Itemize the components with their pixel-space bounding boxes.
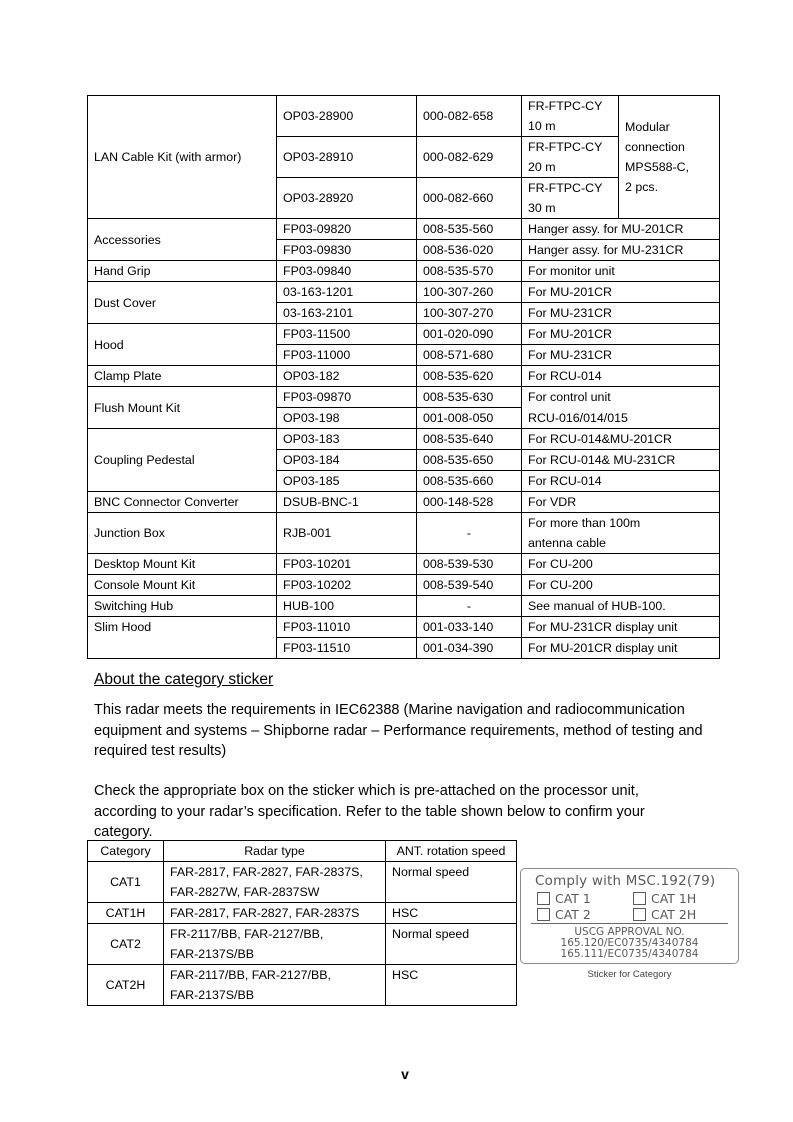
cable-name: FR-FTPC-CY	[528, 99, 603, 113]
remarks-cell: For RCU-014	[522, 471, 720, 492]
column-header: ANT. rotation speed	[386, 841, 517, 862]
radar-type-cell	[164, 924, 386, 965]
sticker-title: Comply with MSC.192(79)	[535, 873, 716, 889]
approval-number: 165.120/EC0735/4340784	[560, 937, 699, 949]
sticker-divider	[531, 923, 728, 924]
item-name-cell: Accessories	[88, 219, 277, 261]
code-cell: 100-307-260	[417, 282, 522, 303]
code-cell: 008-535-560	[417, 219, 522, 240]
remarks-cell: See manual of HUB-100.	[522, 596, 720, 617]
table-row	[88, 492, 720, 513]
radar-type-line: FAR-2137S/BB	[170, 947, 255, 961]
remarks-cell: For RCU-014& MU-231CR	[522, 450, 720, 471]
type-cell: 03-163-2101	[277, 303, 417, 324]
radar-type-line: FR-2117/BB, FAR-2127/BB,	[170, 927, 324, 941]
item-name-cell: LAN Cable Kit (with armor)	[88, 96, 277, 219]
remarks-cell: For RCU-014&MU-201CR	[522, 429, 720, 450]
optional-parts-table	[87, 95, 720, 659]
checkbox-label: CAT 1H	[651, 891, 697, 906]
type-cell: OP03-28900	[277, 96, 417, 137]
code-cell: 000-082-629	[417, 137, 522, 178]
instruction-paragraph: Check the appropriate box on the sticker which is pre-attached on the processor unit, according to your radar’s specification. Refer to the table shown below to confirm your category.	[94, 783, 645, 840]
code-cell: 008-539-540	[417, 575, 522, 596]
remarks-cell: For MU-201CR display unit	[522, 638, 720, 659]
table-row	[88, 366, 720, 387]
table-row	[88, 965, 517, 1006]
note-line: MPS588-C,	[625, 160, 690, 174]
code-cell: 008-535-660	[417, 471, 522, 492]
radar-type-line: FAR-2137S/BB	[170, 988, 255, 1002]
code-cell: 008-535-630	[417, 387, 522, 408]
remarks-cell: For MU-201CR	[522, 282, 720, 303]
checkbox-label: CAT 1	[555, 891, 591, 906]
speed-cell: Normal speed	[386, 862, 517, 903]
item-name-cell: Desktop Mount Kit	[88, 554, 277, 575]
category-cell: CAT1H	[88, 903, 164, 924]
table-header-row	[88, 841, 517, 862]
cat1-checkbox	[537, 891, 591, 906]
code-cell: 008-539-530	[417, 554, 522, 575]
remarks-cell: For control unit	[522, 387, 720, 408]
page-number: v	[401, 1066, 409, 1082]
type-cell: FP03-09870	[277, 387, 417, 408]
radar-type-cell	[164, 862, 386, 903]
radar-type-cell: FAR-2817, FAR-2827, FAR-2837S	[164, 903, 386, 924]
type-cell: OP03-182	[277, 366, 417, 387]
table-row	[88, 924, 517, 965]
type-cell: FP03-11010	[277, 617, 417, 638]
lan-note-cell	[619, 96, 720, 219]
cable-length: 20 m	[528, 160, 556, 174]
cable-length: 30 m	[528, 201, 556, 215]
table-row	[88, 513, 720, 554]
section-heading: About the category sticker	[94, 671, 274, 688]
cable-name: FR-FTPC-CY	[528, 140, 603, 154]
table-row	[88, 219, 720, 240]
remarks-line: antenna cable	[528, 536, 606, 550]
code-cell: 000-148-528	[417, 492, 522, 513]
type-cell: FP03-11000	[277, 345, 417, 366]
radar-type-cell	[164, 965, 386, 1006]
item-name-cell: Hood	[88, 324, 277, 366]
code-cell: 008-535-620	[417, 366, 522, 387]
remarks-cell: RCU-016/014/015	[522, 408, 720, 429]
checkbox-label: CAT 2H	[651, 907, 697, 922]
type-cell: OP03-184	[277, 450, 417, 471]
requirements-paragraph: This radar meets the requirements in IEC62388 (Marine navigation and radiocommunication equipment and systems – Shipborne radar – Performance requirements, method of testing and required test results)	[94, 702, 703, 759]
note-line: 2 pcs.	[625, 180, 659, 194]
cat1h-checkbox	[633, 891, 696, 906]
table-row	[88, 575, 720, 596]
checkbox-icon	[537, 892, 550, 905]
remarks-cell: Hanger assy. for MU-231CR	[522, 240, 720, 261]
type-cell: OP03-185	[277, 471, 417, 492]
remarks-cell: For monitor unit	[522, 261, 720, 282]
item-name-cell: Clamp Plate	[88, 366, 277, 387]
cat2h-checkbox	[633, 907, 696, 922]
code-cell: 001-020-090	[417, 324, 522, 345]
sticker-caption: Sticker for Category	[587, 969, 672, 980]
item-name-cell: Switching Hub	[88, 596, 277, 617]
radar-type-line: FAR-2817, FAR-2827, FAR-2837S,	[170, 865, 363, 879]
type-cell: 03-163-1201	[277, 282, 417, 303]
remarks-cell: For MU-231CR	[522, 345, 720, 366]
code-cell: 008-536-020	[417, 240, 522, 261]
type-cell: OP03-198	[277, 408, 417, 429]
remarks-cell: For CU-200	[522, 554, 720, 575]
note-line: Modular	[625, 120, 670, 134]
type-cell: FP03-11500	[277, 324, 417, 345]
code-cell: 008-535-650	[417, 450, 522, 471]
item-name-cell: Slim Hood	[88, 617, 277, 659]
remarks-cell	[522, 513, 720, 554]
type-cell: FP03-10201	[277, 554, 417, 575]
remarks-cell: For CU-200	[522, 575, 720, 596]
code-cell: 000-082-660	[417, 178, 522, 219]
table-row	[88, 387, 720, 408]
speed-cell: Normal speed	[386, 924, 517, 965]
category-cell: CAT2	[88, 924, 164, 965]
remarks-cell: For MU-231CR display unit	[522, 617, 720, 638]
category-table	[87, 840, 517, 1006]
remarks-cell: For RCU-014	[522, 366, 720, 387]
table-row	[88, 596, 720, 617]
remarks-cell: For VDR	[522, 492, 720, 513]
cable-cell	[522, 96, 619, 137]
code-cell: 001-033-140	[417, 617, 522, 638]
code-cell: 008-535-570	[417, 261, 522, 282]
item-name-cell: Console Mount Kit	[88, 575, 277, 596]
type-cell: DSUB-BNC-1	[277, 492, 417, 513]
radar-type-line: FAR-2827W, FAR-2837SW	[170, 885, 320, 899]
type-cell: RJB-001	[277, 513, 417, 554]
type-cell: FP03-10202	[277, 575, 417, 596]
code-cell: -	[417, 513, 522, 554]
item-name-cell: Flush Mount Kit	[88, 387, 277, 429]
cable-name: FR-FTPC-CY	[528, 181, 603, 195]
note-line: connection	[625, 140, 685, 154]
table-row	[88, 903, 517, 924]
item-name-cell: Dust Cover	[88, 282, 277, 324]
table-row	[88, 261, 720, 282]
code-cell: 001-034-390	[417, 638, 522, 659]
type-cell: FP03-09820	[277, 219, 417, 240]
checkbox-icon	[537, 908, 550, 921]
speed-cell: HSC	[386, 965, 517, 1006]
type-cell: FP03-09840	[277, 261, 417, 282]
cat2-checkbox	[537, 907, 591, 922]
table-row	[88, 429, 720, 450]
table-row	[88, 554, 720, 575]
category-cell: CAT2H	[88, 965, 164, 1006]
code-cell: 000-082-658	[417, 96, 522, 137]
code-cell: 100-307-270	[417, 303, 522, 324]
category-sticker	[520, 868, 739, 964]
approval-number: 165.111/EC0735/4340784	[560, 948, 699, 960]
code-cell: -	[417, 596, 522, 617]
column-header: Category	[88, 841, 164, 862]
type-cell: FP03-11510	[277, 638, 417, 659]
item-name-cell: BNC Connector Converter	[88, 492, 277, 513]
cable-cell	[522, 178, 619, 219]
remarks-line: For more than 100m	[528, 516, 641, 530]
table-row	[88, 282, 720, 303]
approval-label: USCG APPROVAL NO.	[574, 926, 685, 938]
radar-type-line: FAR-2117/BB, FAR-2127/BB,	[170, 968, 331, 982]
type-cell: OP03-28910	[277, 137, 417, 178]
cable-cell	[522, 137, 619, 178]
speed-cell: HSC	[386, 903, 517, 924]
category-cell: CAT1	[88, 862, 164, 903]
type-cell: OP03-183	[277, 429, 417, 450]
checkbox-icon	[633, 892, 646, 905]
table-row	[88, 617, 720, 638]
checkbox-label: CAT 2	[555, 907, 591, 922]
table-row	[88, 862, 517, 903]
code-cell: 008-571-680	[417, 345, 522, 366]
code-cell: 008-535-640	[417, 429, 522, 450]
item-name-cell: Hand Grip	[88, 261, 277, 282]
table-row	[88, 96, 720, 137]
remarks-cell: For MU-231CR	[522, 303, 720, 324]
table-row	[88, 324, 720, 345]
cable-length: 10 m	[528, 119, 556, 133]
code-cell: 001-008-050	[417, 408, 522, 429]
column-header: Radar type	[164, 841, 386, 862]
type-cell: FP03-09830	[277, 240, 417, 261]
item-name-cell: Junction Box	[88, 513, 277, 554]
remarks-cell: For MU-201CR	[522, 324, 720, 345]
remarks-cell: Hanger assy. for MU-201CR	[522, 219, 720, 240]
item-name-cell: Coupling Pedestal	[88, 429, 277, 492]
type-cell: OP03-28920	[277, 178, 417, 219]
checkbox-icon	[633, 908, 646, 921]
type-cell: HUB-100	[277, 596, 417, 617]
